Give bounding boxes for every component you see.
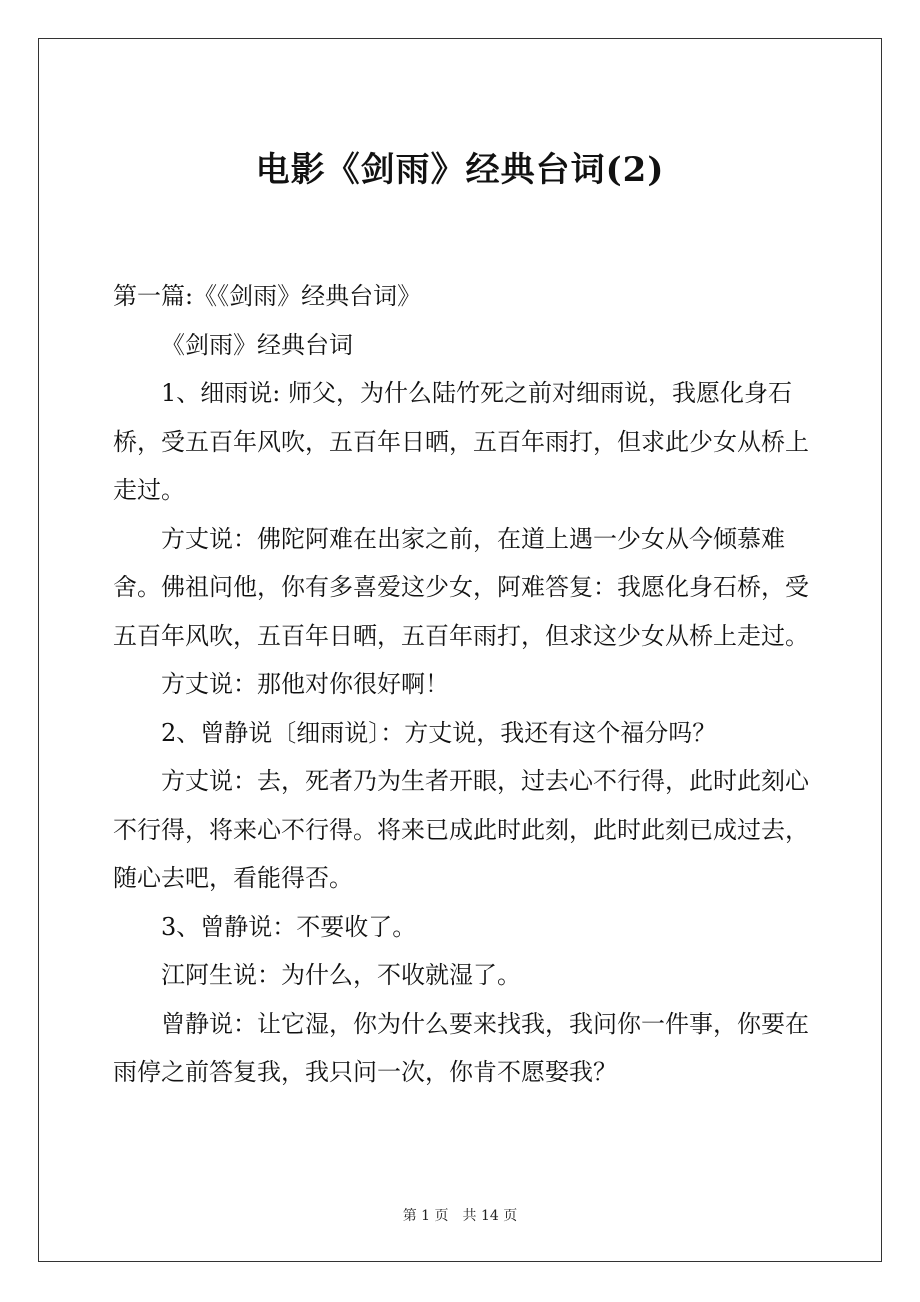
document-title: 电影《剑雨》经典台词(2)	[255, 150, 665, 190]
paragraph-section-heading: 第一篇:《《剑雨》经典台词》	[113, 282, 422, 310]
paragraph: 1、细雨说: 师父，为什么陆竹死之前对细雨说，我愿化身石桥，受五百年风吹，五百年日晒，五百年雨打，但求此少女从桥上走过。	[113, 379, 809, 504]
paragraph: 方丈说：佛陀阿难在出家之前，在道上遇一少女从今倾慕难舍。佛祖问他，你有多喜爱这少女，阿难答复：我愿化身石桥，受五百年风吹，五百年日晒，五百年雨打，但求这少女从桥上走过。	[113, 524, 809, 650]
paragraph: 方丈说：那他对你很好啊！	[161, 670, 449, 698]
paragraph: 方丈说：去，死者乃为生者开眼，过去心不行得，此时此刻心不行得，将来心不行得。将来已成此时此刻，此时此刻已成过去，随心去吧，看能得否。	[113, 767, 809, 892]
paragraph: 江阿生说：为什么，不收就湿了。	[161, 961, 521, 989]
page-number: 第 1 页	[402, 1208, 449, 1224]
page-footer	[0, 1206, 920, 1226]
document-body	[113, 272, 813, 1097]
paragraph-subheading: 《剑雨》经典台词	[161, 330, 353, 359]
paragraph: 曾静说：让它湿，你为什么要来找我，我问你一件事，你要在雨停之前答复我，我只问一次，你肯不愿娶我？	[113, 1009, 809, 1086]
page-total: 共 14 页	[462, 1208, 518, 1224]
paragraph: 2、曾静说〔细雨说〕：方丈说，我还有这个福分吗？	[161, 718, 717, 747]
paragraph: 3、曾静说：不要收了。	[161, 912, 417, 941]
